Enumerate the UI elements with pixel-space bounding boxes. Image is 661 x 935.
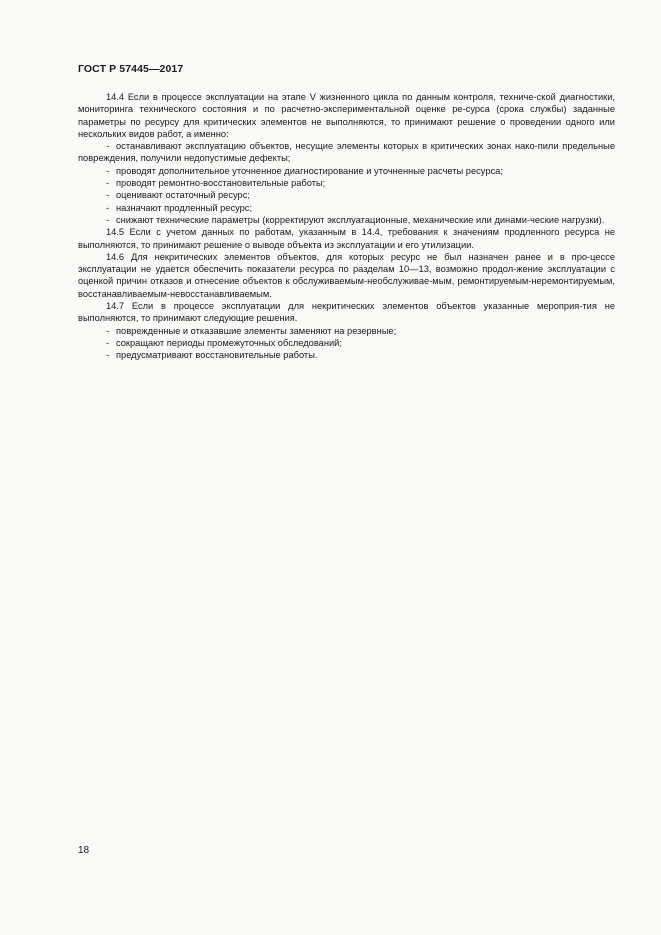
list-item-text: назначают продленный ресурс; [116, 202, 253, 213]
list-item-text: оценивают остаточный ресурс; [116, 190, 250, 201]
list-item-text: снижают технические параметры (корректируют эксплуатационные, механические или динами-ческие нагрузки). [116, 214, 605, 225]
clause-14-7: 14.7 Если в процессе эксплуатации для некритических элементов объектов указанные мероприя-тия не выполняются, то принимают следующие решения. [78, 301, 615, 324]
dash-marker: - [106, 178, 110, 189]
list-item [78, 325, 615, 337]
dash-marker: - [106, 141, 110, 152]
list-item-text: останавливают эксплуатацию объектов, несущие элементы которых в критических зонах нако-пили предельные повреждения, получили недопустимые дефекты; [78, 141, 615, 164]
list-item [78, 165, 615, 177]
page-number: 18 [78, 845, 90, 856]
list-item [78, 349, 615, 361]
list-item [78, 337, 615, 349]
list-item [78, 214, 615, 226]
dash-marker: - [106, 190, 110, 201]
clause-14-5: 14.5 Если с учетом данных по работам, указанным в 14.4, требования к значениям продленного ресурса не выполняются, то принимают решение о выводе объекта из эксплуатации и его утилизации. [78, 227, 615, 250]
dash-marker: - [106, 165, 110, 176]
dash-marker: - [106, 202, 110, 213]
list-item [78, 202, 615, 214]
list-item-text: проводят дополнительное уточненное диагностирование и уточненные расчеты ресурса; [116, 165, 503, 176]
list-item-text: проводят ремонтно-восстановительные работы; [116, 178, 326, 189]
document-header: ГОСТ Р 57445—2017 [78, 63, 184, 75]
list-item-text: предусматривают восстановительные работы. [116, 350, 318, 361]
list-item-text: поврежденные и отказавшие элементы заменяют на резервные; [116, 325, 397, 336]
dash-marker: - [106, 214, 110, 225]
document-body [78, 91, 615, 362]
clause-14-4: 14.4 Если в процессе эксплуатации на этапе V жизненного цикла по данным контроля, техниче-ской диагностики, мониторинга технического состояния и по расчетно-экспериментальной оценке ре-сурса (срока службы) заданные параметры по ресурсу для критических элементов не выполняются, то принимают решение о проведении одного или нескольких видов работ, а именно: [78, 92, 615, 139]
dash-marker: - [106, 325, 110, 336]
list-item [78, 189, 615, 201]
list-item [78, 177, 615, 189]
dash-marker: - [106, 350, 110, 361]
list-item [78, 140, 615, 165]
dash-marker: - [106, 337, 110, 348]
list-item-text: сокращают периоды промежуточных обследований; [116, 337, 342, 348]
clause-14-6: 14.6 Для некритических элементов объектов, для которых ресурс не был назначен ранее и в про-цессе эксплуатации не удается обеспечить показатели ресурса по разделам 10—13, возможно продол-жение эксплуатации с оценкой причин отказов и отнесение объектов к обслуживаемым-необслуживае-мым, ремонтируемым-неремонтируемым, восстанавливаемым-невосстанавливаемым. [78, 251, 615, 299]
